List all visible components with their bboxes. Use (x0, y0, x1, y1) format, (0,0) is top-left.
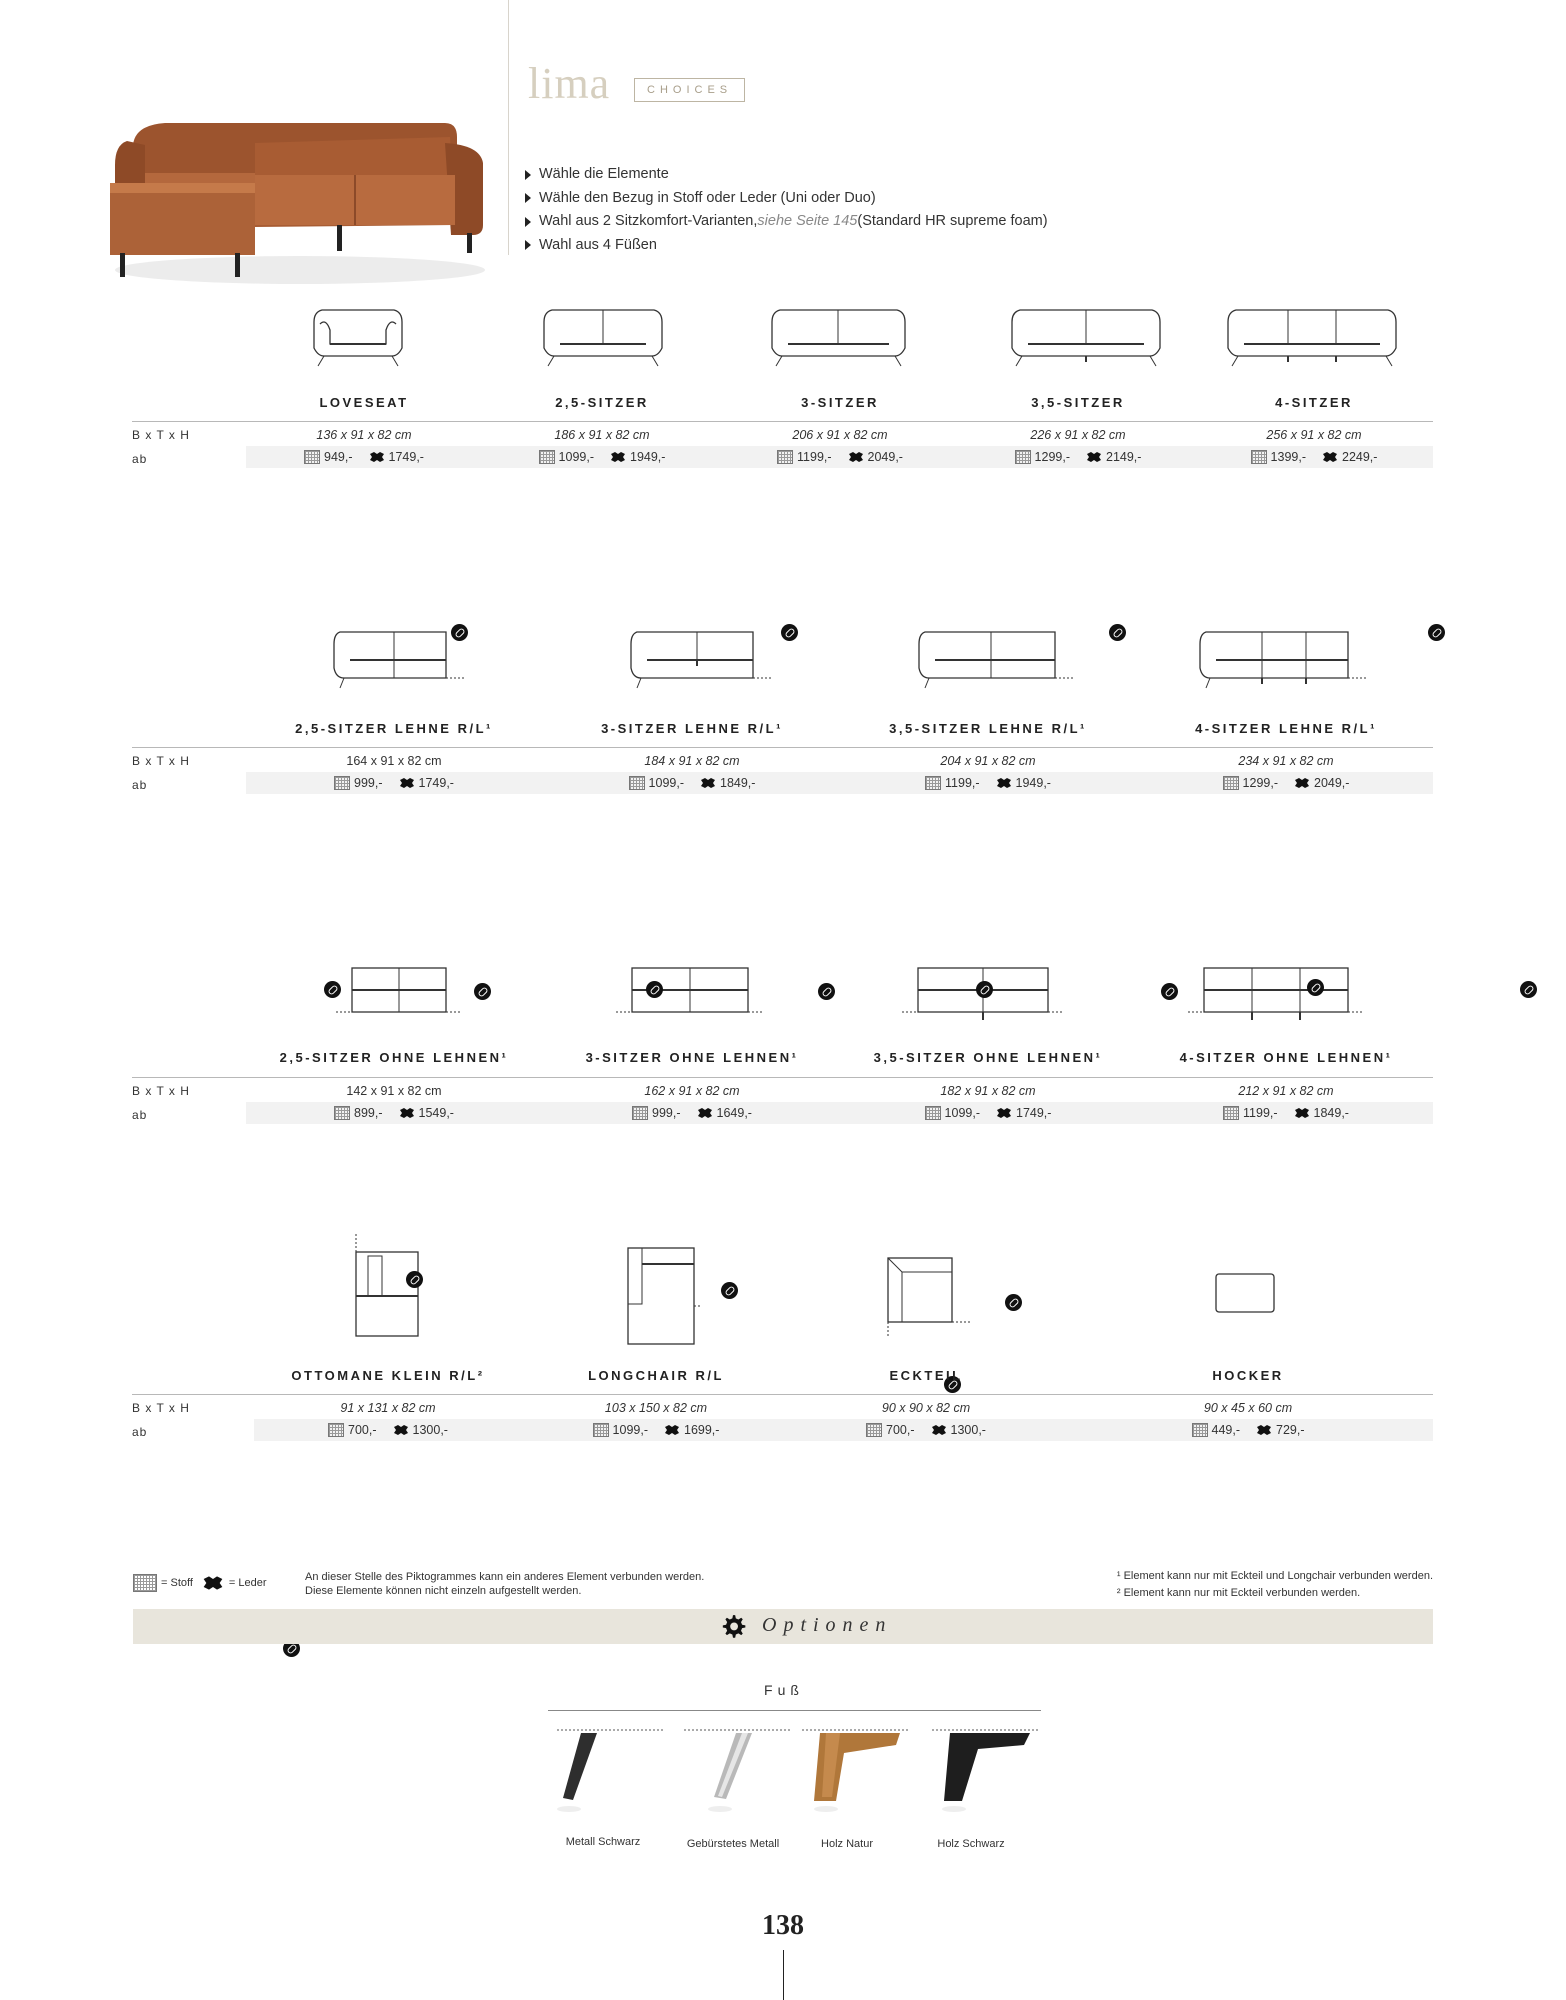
leather-icon (610, 451, 626, 463)
item-dims: 256 x 91 x 82 cm (1266, 428, 1362, 442)
item-dims: 103 x 150 x 82 cm (604, 1401, 708, 1415)
item-name: 4-SITZER OHNE LEHNEN¹ (1179, 1050, 1393, 1065)
sofa-25-pictogram (538, 300, 668, 370)
item-price: 1099,- 1949,- (482, 450, 722, 464)
sofa-4-pictogram (1222, 300, 1402, 370)
leather-icon (848, 451, 864, 463)
item-price: 1299,- 2049,- (1166, 776, 1406, 790)
section-rule (132, 1394, 1433, 1395)
item-name: 3,5-SITZER OHNE LEHNEN¹ (873, 1050, 1103, 1065)
fabric-icon (777, 450, 793, 464)
triangle-bullet-icon (525, 240, 531, 250)
item-dims: 90 x 90 x 82 cm (881, 1401, 971, 1415)
leather-icon (201, 1575, 225, 1591)
item-name: 3,5-SITZER LEHNE R/L¹ (889, 721, 1087, 736)
price-row-label: ab (132, 452, 148, 466)
link-icon (1520, 981, 1537, 998)
price-row-label: ab (132, 1425, 148, 1439)
link-icon (1005, 1294, 1022, 1311)
link-icon (781, 624, 798, 641)
leather-icon (1294, 1107, 1310, 1119)
item-price: 1099,- 1849,- (572, 776, 812, 790)
item-name: 3,5-SITZER (1031, 395, 1125, 410)
fabric-icon (1223, 776, 1239, 790)
link-icon (721, 1282, 738, 1299)
leather-icon (996, 1107, 1012, 1119)
leather-icon (664, 1424, 680, 1436)
item-dims: 184 x 91 x 82 cm (644, 754, 740, 768)
price-row-label: ab (132, 1108, 148, 1122)
triangle-bullet-icon (525, 193, 531, 203)
feet-rule (548, 1710, 1041, 1711)
leather-icon (700, 777, 716, 789)
product-title: lima (528, 59, 611, 108)
item-name: 2,5-SITZER OHNE LEHNEN¹ (279, 1050, 509, 1065)
link-icon (324, 981, 341, 998)
item-price: 449,- 729,- (1128, 1423, 1368, 1437)
item-price: 1199,- 1949,- (868, 776, 1108, 790)
sofa-3-arm-pictogram (627, 622, 792, 692)
item-name: 3-SITZER LEHNE R/L¹ (601, 721, 783, 736)
item-dims: 162 x 91 x 82 cm (644, 1084, 740, 1098)
link-legend-text: An dieser Stelle des Piktogrammes kann ein anderes Element verbunden werden. Diese Elemente können nicht einzeln aufgestellt werden. (305, 1571, 705, 1597)
item-dims: 204 x 91 x 82 cm (940, 754, 1036, 768)
fabric-icon (328, 1423, 344, 1437)
leather-icon (1322, 451, 1338, 463)
foot-label: Holz Natur (821, 1838, 873, 1850)
link-icon (1109, 624, 1126, 641)
leather-icon (369, 451, 385, 463)
link-icon (818, 983, 835, 1000)
fabric-icon (593, 1423, 609, 1437)
item-price: 700,- 1300,- (268, 1423, 508, 1437)
item-name: 2,5-SITZER (555, 395, 649, 410)
item-price: 899,- 1549,- (274, 1106, 514, 1120)
fabric-icon (1251, 450, 1267, 464)
item-name: 3-SITZER OHNE LEHNEN¹ (585, 1050, 799, 1065)
header-divider (508, 0, 509, 255)
item-name: 4-SITZER LEHNE R/L¹ (1195, 721, 1377, 736)
leather-icon (931, 1424, 947, 1436)
fabric-icon (334, 776, 350, 790)
item-dims: 212 x 91 x 82 cm (1238, 1084, 1334, 1098)
fabric-icon (925, 1106, 941, 1120)
item-price: 999,- 1649,- (572, 1106, 812, 1120)
page-number: 138 (762, 1910, 804, 1941)
foot-wood-black-image (930, 1725, 1040, 1820)
link-icon (474, 983, 491, 1000)
item-dims: 136 x 91 x 82 cm (316, 428, 412, 442)
fabric-icon (1015, 450, 1031, 464)
link-icon (1307, 979, 1324, 996)
leather-icon (1256, 1424, 1272, 1436)
link-icon (1161, 983, 1178, 1000)
item-dims: 234 x 91 x 82 cm (1238, 754, 1334, 768)
fabric-icon (866, 1423, 882, 1437)
dims-row-label: B x T x H (132, 1084, 190, 1098)
link-icon (451, 624, 468, 641)
section-rule (132, 1077, 1433, 1078)
fabric-icon (1192, 1423, 1208, 1437)
section-rule (132, 747, 1433, 748)
item-price: 700,- 1300,- (806, 1423, 1046, 1437)
foot-label: Metall Schwarz (565, 1836, 641, 1848)
leather-icon (399, 1107, 415, 1119)
item-name: LOVESEAT (319, 395, 409, 410)
item-dims: 90 x 45 x 60 cm (1203, 1401, 1293, 1415)
leather-icon (1294, 777, 1310, 789)
sofa-4-noarm-pictogram (1184, 960, 1364, 1025)
item-price: 1199,- 1849,- (1166, 1106, 1406, 1120)
item-name: ECKTEIL (889, 1368, 963, 1383)
item-dims: 164 x 91 x 82 cm (346, 754, 442, 768)
feet-title: Fuß (764, 1682, 804, 1698)
item-name: 4-SITZER (1275, 395, 1353, 410)
sofa-35-pictogram (1006, 300, 1166, 370)
fabric-icon (133, 1574, 157, 1592)
footnotes: ¹ Element kann nur mit Eckteil und Longchair verbunden werden. ² Element kann nur mit Eckteil verbunden werden. (1116, 1570, 1433, 1599)
item-dims: 91 x 131 x 82 cm (340, 1401, 436, 1415)
item-name: 3-SITZER (801, 395, 879, 410)
item-price: 1399,- 2249,- (1194, 450, 1434, 464)
link-icon (646, 981, 663, 998)
link-icon (406, 1271, 423, 1288)
hero-sofa-image (105, 115, 490, 290)
sofa-3-noarm-pictogram (612, 960, 762, 1020)
legend: = Stoff = Leder (133, 1574, 267, 1592)
link-icon (976, 981, 993, 998)
fabric-icon (632, 1106, 648, 1120)
item-name: LONGCHAIR R/L (588, 1368, 724, 1383)
sofa-35-arm-pictogram (915, 622, 1080, 692)
item-name: 2,5-SITZER LEHNE R/L¹ (295, 721, 493, 736)
leather-icon (399, 777, 415, 789)
fabric-icon (304, 450, 320, 464)
leather-icon (1086, 451, 1102, 463)
item-price: 1099,- 1699,- (536, 1423, 776, 1437)
item-name: HOCKER (1212, 1368, 1284, 1383)
item-dims: 182 x 91 x 82 cm (940, 1084, 1036, 1098)
item-dims: 206 x 91 x 82 cm (792, 428, 888, 442)
item-dims: 186 x 91 x 82 cm (554, 428, 650, 442)
foot-brushed-metal-image (682, 1725, 792, 1820)
longchair-pictogram (622, 1240, 702, 1352)
triangle-bullet-icon (525, 217, 531, 227)
loveseat-pictogram (308, 300, 408, 370)
price-row-label: ab (132, 778, 148, 792)
options-title: Optionen (762, 1614, 893, 1636)
dims-row-label: B x T x H (132, 1401, 190, 1415)
fabric-icon (334, 1106, 350, 1120)
foot-label: Gebürstetes Metall (686, 1838, 780, 1850)
triangle-bullet-icon (525, 170, 531, 180)
leather-icon (393, 1424, 409, 1436)
sofa-3-pictogram (766, 300, 911, 370)
item-dims: 142 x 91 x 82 cm (346, 1084, 442, 1098)
hocker-pictogram (1212, 1270, 1278, 1318)
sofa-4-arm-pictogram (1196, 622, 1376, 692)
feature-list (525, 163, 1048, 257)
dims-row-label: B x T x H (132, 754, 190, 768)
section-rule (132, 421, 1433, 422)
item-price: 1299,- 2149,- (958, 450, 1198, 464)
dims-row-label: B x T x H (132, 428, 190, 442)
feature-item: Wähle den Bezug in Stoff oder Leder (Uni oder Duo) (525, 187, 1048, 211)
leather-icon (996, 777, 1012, 789)
foot-label: Holz Schwarz (937, 1838, 1005, 1850)
item-price: 999,- 1749,- (274, 776, 514, 790)
fabric-icon (629, 776, 645, 790)
gear-icon (720, 1613, 746, 1639)
fabric-icon (539, 450, 555, 464)
item-price: 1099,- 1749,- (868, 1106, 1108, 1120)
fabric-icon (925, 776, 941, 790)
item-dims: 226 x 91 x 82 cm (1030, 428, 1126, 442)
item-price: 949,- 1749,- (244, 450, 484, 464)
item-name: OTTOMANE KLEIN R/L² (291, 1368, 485, 1383)
page-number-line (783, 1950, 784, 2000)
foot-metal-black-image (555, 1725, 665, 1820)
item-price: 1199,- 2049,- (720, 450, 960, 464)
choices-badge: CHOICES (634, 78, 745, 102)
feature-item: Wahl aus 2 Sitzkomfort-Varianten, siehe Seite 145 (Standard HR supreme foam) (525, 210, 1048, 234)
feature-item: Wähle die Elemente (525, 163, 1048, 187)
eckteil-pictogram (880, 1250, 980, 1345)
link-icon (1428, 624, 1445, 641)
foot-wood-natural-image (800, 1725, 910, 1820)
leather-icon (697, 1107, 713, 1119)
sofa-25-noarm-pictogram (332, 960, 462, 1020)
feature-item: Wahl aus 4 Füßen (525, 234, 1048, 258)
fabric-icon (1223, 1106, 1239, 1120)
